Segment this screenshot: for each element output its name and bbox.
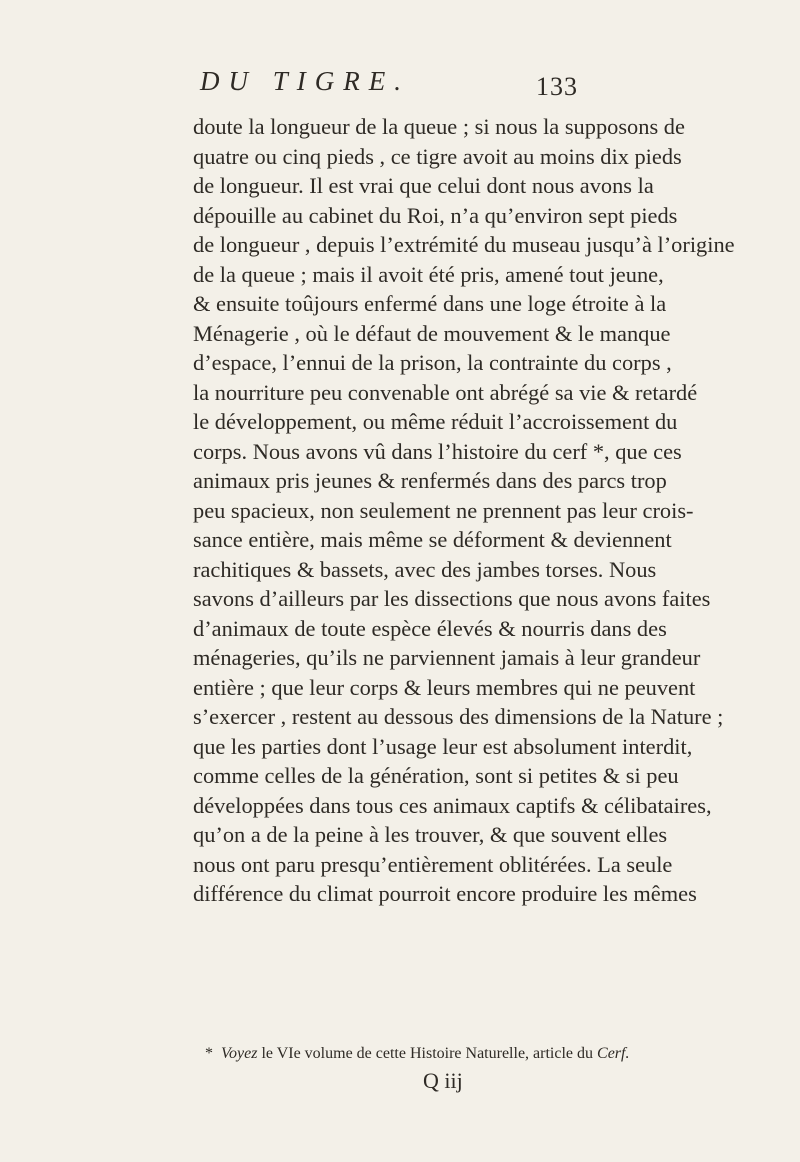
signature-mark: Q iij bbox=[423, 1068, 463, 1093]
body-text bbox=[193, 112, 735, 909]
body-line: animaux pris jeunes & renfermés dans des parcs trop bbox=[193, 468, 667, 493]
body-line: développées dans tous ces animaux captifs & célibataires, bbox=[193, 792, 712, 818]
body-line: entière ; que leur corps & leurs membres qui ne peuvent bbox=[193, 674, 696, 700]
body-line: que les parties dont l’usage leur est absolument interdit, bbox=[193, 733, 693, 759]
body-line: le développement, ou même réduit l’accroissement du bbox=[193, 409, 678, 434]
body-line: nous ont paru presqu’entièrement oblitérées. La seule bbox=[193, 851, 673, 877]
body-line: savons d’ailleurs par les dissections que nous avons faites bbox=[193, 586, 711, 611]
body-line: de la queue ; mais il avoit été pris, amené tout jeune, bbox=[193, 261, 664, 287]
body-line: comme celles de la génération, sont si petites & si peu bbox=[193, 763, 679, 788]
body-line: ménageries, qu’ils ne parviennent jamais à leur grandeur bbox=[193, 645, 701, 670]
body-line: dépouille au cabinet du Roi, n’a qu’environ sept pieds bbox=[193, 202, 678, 228]
footnote-article: Cerf. bbox=[597, 1045, 630, 1062]
body-line: qu’on a de la peine à les trouver, & que souvent elles bbox=[193, 822, 668, 847]
page-number: 133 bbox=[536, 72, 578, 101]
body-line: s’exercer , restent au dessous des dimensions de la Nature ; bbox=[193, 704, 724, 729]
body-line: & ensuite toûjours enfermé dans une loge étroite à la bbox=[193, 291, 667, 316]
body-line: d’espace, l’ennui de la prison, la contrainte du corps , bbox=[193, 350, 672, 375]
running-head-title: DU TIGRE. bbox=[200, 66, 410, 96]
footnote-text: le VIe volume de cette Histoire Naturelle, article du bbox=[261, 1045, 594, 1062]
body-line: rachitiques & bassets, avec des jambes torses. Nous bbox=[193, 556, 657, 582]
body-line: quatre ou cinq pieds , ce tigre avoit au moins dix pieds bbox=[193, 143, 682, 169]
body-line: la nourriture peu convenable ont abrégé sa vie & retardé bbox=[193, 379, 698, 405]
footnote bbox=[205, 1045, 635, 1063]
body-line: sance entière, mais même se déforment & deviennent bbox=[193, 527, 672, 552]
body-line: doute la longueur de la queue ; si nous la supposons de bbox=[193, 114, 685, 139]
body-line: Ménagerie , où le défaut de mouvement & le manque bbox=[193, 320, 671, 346]
body-line: peu spacieux, non seulement ne prennent pas leur crois- bbox=[193, 497, 694, 523]
body-line: d’animaux de toute espèce élevés & nourris dans des bbox=[193, 615, 667, 641]
body-line: de longueur. Il est vrai que celui dont nous avons la bbox=[193, 173, 654, 198]
body-line: de longueur , depuis l’extrémité du museau jusqu’à l’origine bbox=[193, 232, 735, 257]
body-line: corps. Nous avons vû dans l’histoire du cerf *, que ces bbox=[193, 438, 682, 464]
footnote-mark: * bbox=[205, 1045, 213, 1062]
body-line: différence du climat pourroit encore produire les mêmes bbox=[193, 881, 697, 906]
footnote-reference: Voyez bbox=[221, 1045, 258, 1062]
